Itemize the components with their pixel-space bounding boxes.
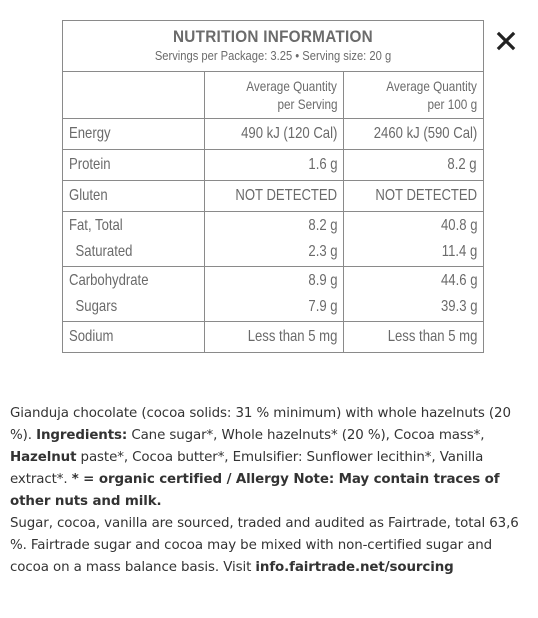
row-label: Carbohydrate (69, 272, 149, 289)
value-per-100g: Less than 5 mg (387, 328, 477, 345)
value-per-serving: 8.2 g (308, 217, 338, 234)
nutrition-table (62, 20, 484, 353)
value-per-100g: NOT DETECTED (375, 187, 477, 204)
value-per-serving: 2.3 g (308, 243, 338, 260)
table-row-sodium (63, 322, 484, 353)
header-empty-cell (63, 72, 205, 119)
ingredients-paragraph: Gianduja chocolate (cocoa solids: 31 % minimum) with whole hazelnuts (20 %). Ingredients: Cane sugar*, Whole hazelnuts* (20 %), Cocoa mass*, Hazelnut paste*, Cocoa butter*, Emulsifier: Sunflower lecithin*, Vanilla extract*. * = organic certified / Allergy Note: May contain traces of other nuts and milk. (10, 406, 511, 509)
fairtrade-link[interactable]: info.fairtrade.net/sourcing (255, 560, 454, 575)
row-sublabel: Sugars (75, 298, 118, 315)
header-per-100g: Average Quantity per 100 g (344, 72, 484, 119)
table-title: NUTRITION INFORMATION (172, 27, 374, 46)
fairtrade-paragraph: Sugar, cocoa, vanilla are sourced, traded and audited as Fairtrade, total 63,6 %. Fairtrade sugar and cocoa may be mixed with non-certified sugar and cocoa on a mass balance basis. Visit info.fairtrade.net/sourcing (10, 516, 519, 575)
value-per-serving: 7.9 g (308, 298, 338, 315)
value-per-100g: 2460 kJ (590 Cal) (373, 125, 477, 142)
row-sublabel: Saturated (75, 243, 133, 260)
value-per-serving: 490 kJ (120 Cal) (241, 125, 338, 142)
header-per-serving: Average Quantity per Serving (204, 72, 344, 119)
row-label: Sodium (69, 328, 114, 345)
value-per-100g: 40.8 g (440, 217, 477, 234)
close-button[interactable] (493, 28, 519, 54)
allergy-note: * = organic certified / Allergy Note: May contain traces of other nuts and milk. (10, 472, 500, 509)
table-row-protein (63, 150, 484, 181)
row-label: Fat, Total (69, 217, 123, 234)
table-row-carbohydrate (63, 267, 484, 322)
table-row-fat (63, 212, 484, 267)
value-per-100g: 39.3 g (440, 298, 477, 315)
value-per-serving: NOT DETECTED (235, 187, 338, 204)
row-label: Energy (69, 125, 111, 142)
table-row-energy (63, 119, 484, 150)
table-row-gluten (63, 181, 484, 212)
column-header-row (63, 72, 484, 119)
value-per-serving: Less than 5 mg (247, 328, 338, 345)
row-label: Gluten (69, 187, 108, 204)
value-per-serving: 8.9 g (308, 272, 338, 289)
row-label: Protein (69, 156, 111, 173)
table-title-cell (63, 21, 484, 72)
product-description (10, 403, 530, 579)
value-per-100g: 11.4 g (441, 243, 477, 260)
servings-info: Servings per Package: 3.25 • Serving size: 20 g (154, 48, 392, 63)
value-per-100g: 8.2 g (447, 156, 477, 173)
ingredients-label: Ingredients: (36, 428, 128, 443)
value-per-100g: 44.6 g (440, 272, 477, 289)
value-per-serving: 1.6 g (308, 156, 338, 173)
close-icon (496, 31, 516, 51)
hazelnut-bold: Hazelnut (10, 450, 77, 465)
